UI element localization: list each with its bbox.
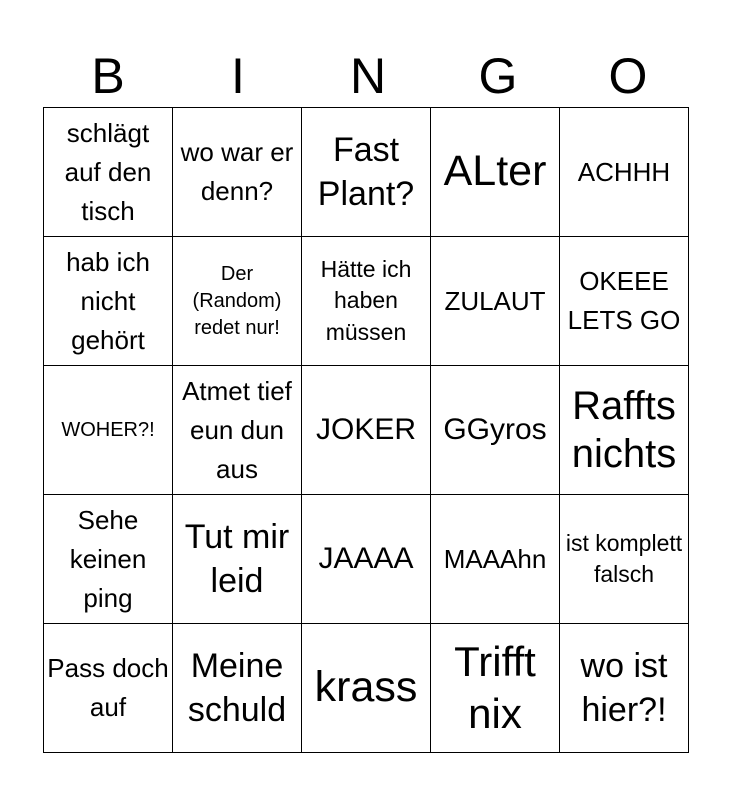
cell-text: hab ich nicht gehört <box>66 246 150 355</box>
cell-text: ZULAUT <box>444 285 546 316</box>
board-row <box>44 366 689 495</box>
header-letter-g: G <box>478 48 518 104</box>
cell-text: Der (Random) redet nur! <box>192 262 282 339</box>
bingo-cell[interactable] <box>302 366 431 495</box>
cell-text: schlägt auf den tisch <box>64 117 152 226</box>
bingo-cell[interactable] <box>173 495 302 624</box>
bingo-cell[interactable] <box>44 624 173 753</box>
cell-text: Tut mir leid <box>184 517 290 600</box>
bingo-cell[interactable] <box>431 495 560 624</box>
bingo-cell[interactable] <box>431 237 560 366</box>
bingo-cell[interactable] <box>431 366 560 495</box>
cell-text: Fast Plant? <box>317 130 415 213</box>
bingo-cell[interactable] <box>173 237 302 366</box>
cell-text: krass <box>314 663 418 712</box>
bingo-cell[interactable] <box>44 366 173 495</box>
cell-text: Atmet tief eun dun aus <box>182 375 292 484</box>
cell-text: ist komplett falsch <box>565 529 683 587</box>
cell-text: Pass doch auf <box>47 653 169 722</box>
bingo-cell[interactable] <box>302 237 431 366</box>
bingo-cell[interactable] <box>302 495 431 624</box>
cell-text: MAAAhn <box>443 543 547 574</box>
bingo-cell[interactable] <box>44 108 173 237</box>
cell-text: ALter <box>443 147 547 196</box>
header-letter-n: N <box>349 48 387 104</box>
bingo-cell[interactable] <box>560 237 689 366</box>
board-row <box>44 624 689 753</box>
cell-text: JAAAA <box>318 541 414 575</box>
bingo-board <box>43 107 689 753</box>
bingo-cell[interactable] <box>560 624 689 753</box>
bingo-header <box>43 44 693 108</box>
bingo-cell[interactable] <box>44 495 173 624</box>
cell-text: Raffts nichts <box>571 384 677 476</box>
cell-text: OKEEE LETS GO <box>567 266 681 335</box>
bingo-cell[interactable] <box>173 624 302 753</box>
cell-text: ACHHH <box>577 156 671 187</box>
cell-text: wo war er denn? <box>180 137 294 206</box>
bingo-cell[interactable] <box>560 108 689 237</box>
cell-text: GGyros <box>443 412 547 446</box>
board-row <box>44 108 689 237</box>
header-letter-o: O <box>608 48 648 104</box>
cell-text: Sehe keinen ping <box>69 504 147 613</box>
bingo-cell[interactable] <box>302 624 431 753</box>
header-letter-i: I <box>231 48 245 104</box>
cell-text: Hätte ich haben müssen <box>320 256 412 345</box>
cell-text: Meine schuld <box>187 646 287 729</box>
cell-text: wo ist hier?! <box>580 646 668 729</box>
cell-text: WOHER?! <box>61 418 155 441</box>
cell-text: Trifft nix <box>454 637 536 737</box>
header-letter-b: B <box>91 48 125 104</box>
bingo-cell[interactable] <box>173 366 302 495</box>
bingo-cell[interactable] <box>44 237 173 366</box>
bingo-cell[interactable] <box>173 108 302 237</box>
bingo-cell[interactable] <box>302 108 431 237</box>
bingo-cell[interactable] <box>431 624 560 753</box>
bingo-cell[interactable] <box>560 366 689 495</box>
board-row <box>44 237 689 366</box>
bingo-cell[interactable] <box>560 495 689 624</box>
cell-text: JOKER <box>315 412 417 446</box>
board-row <box>44 495 689 624</box>
bingo-cell[interactable] <box>431 108 560 237</box>
